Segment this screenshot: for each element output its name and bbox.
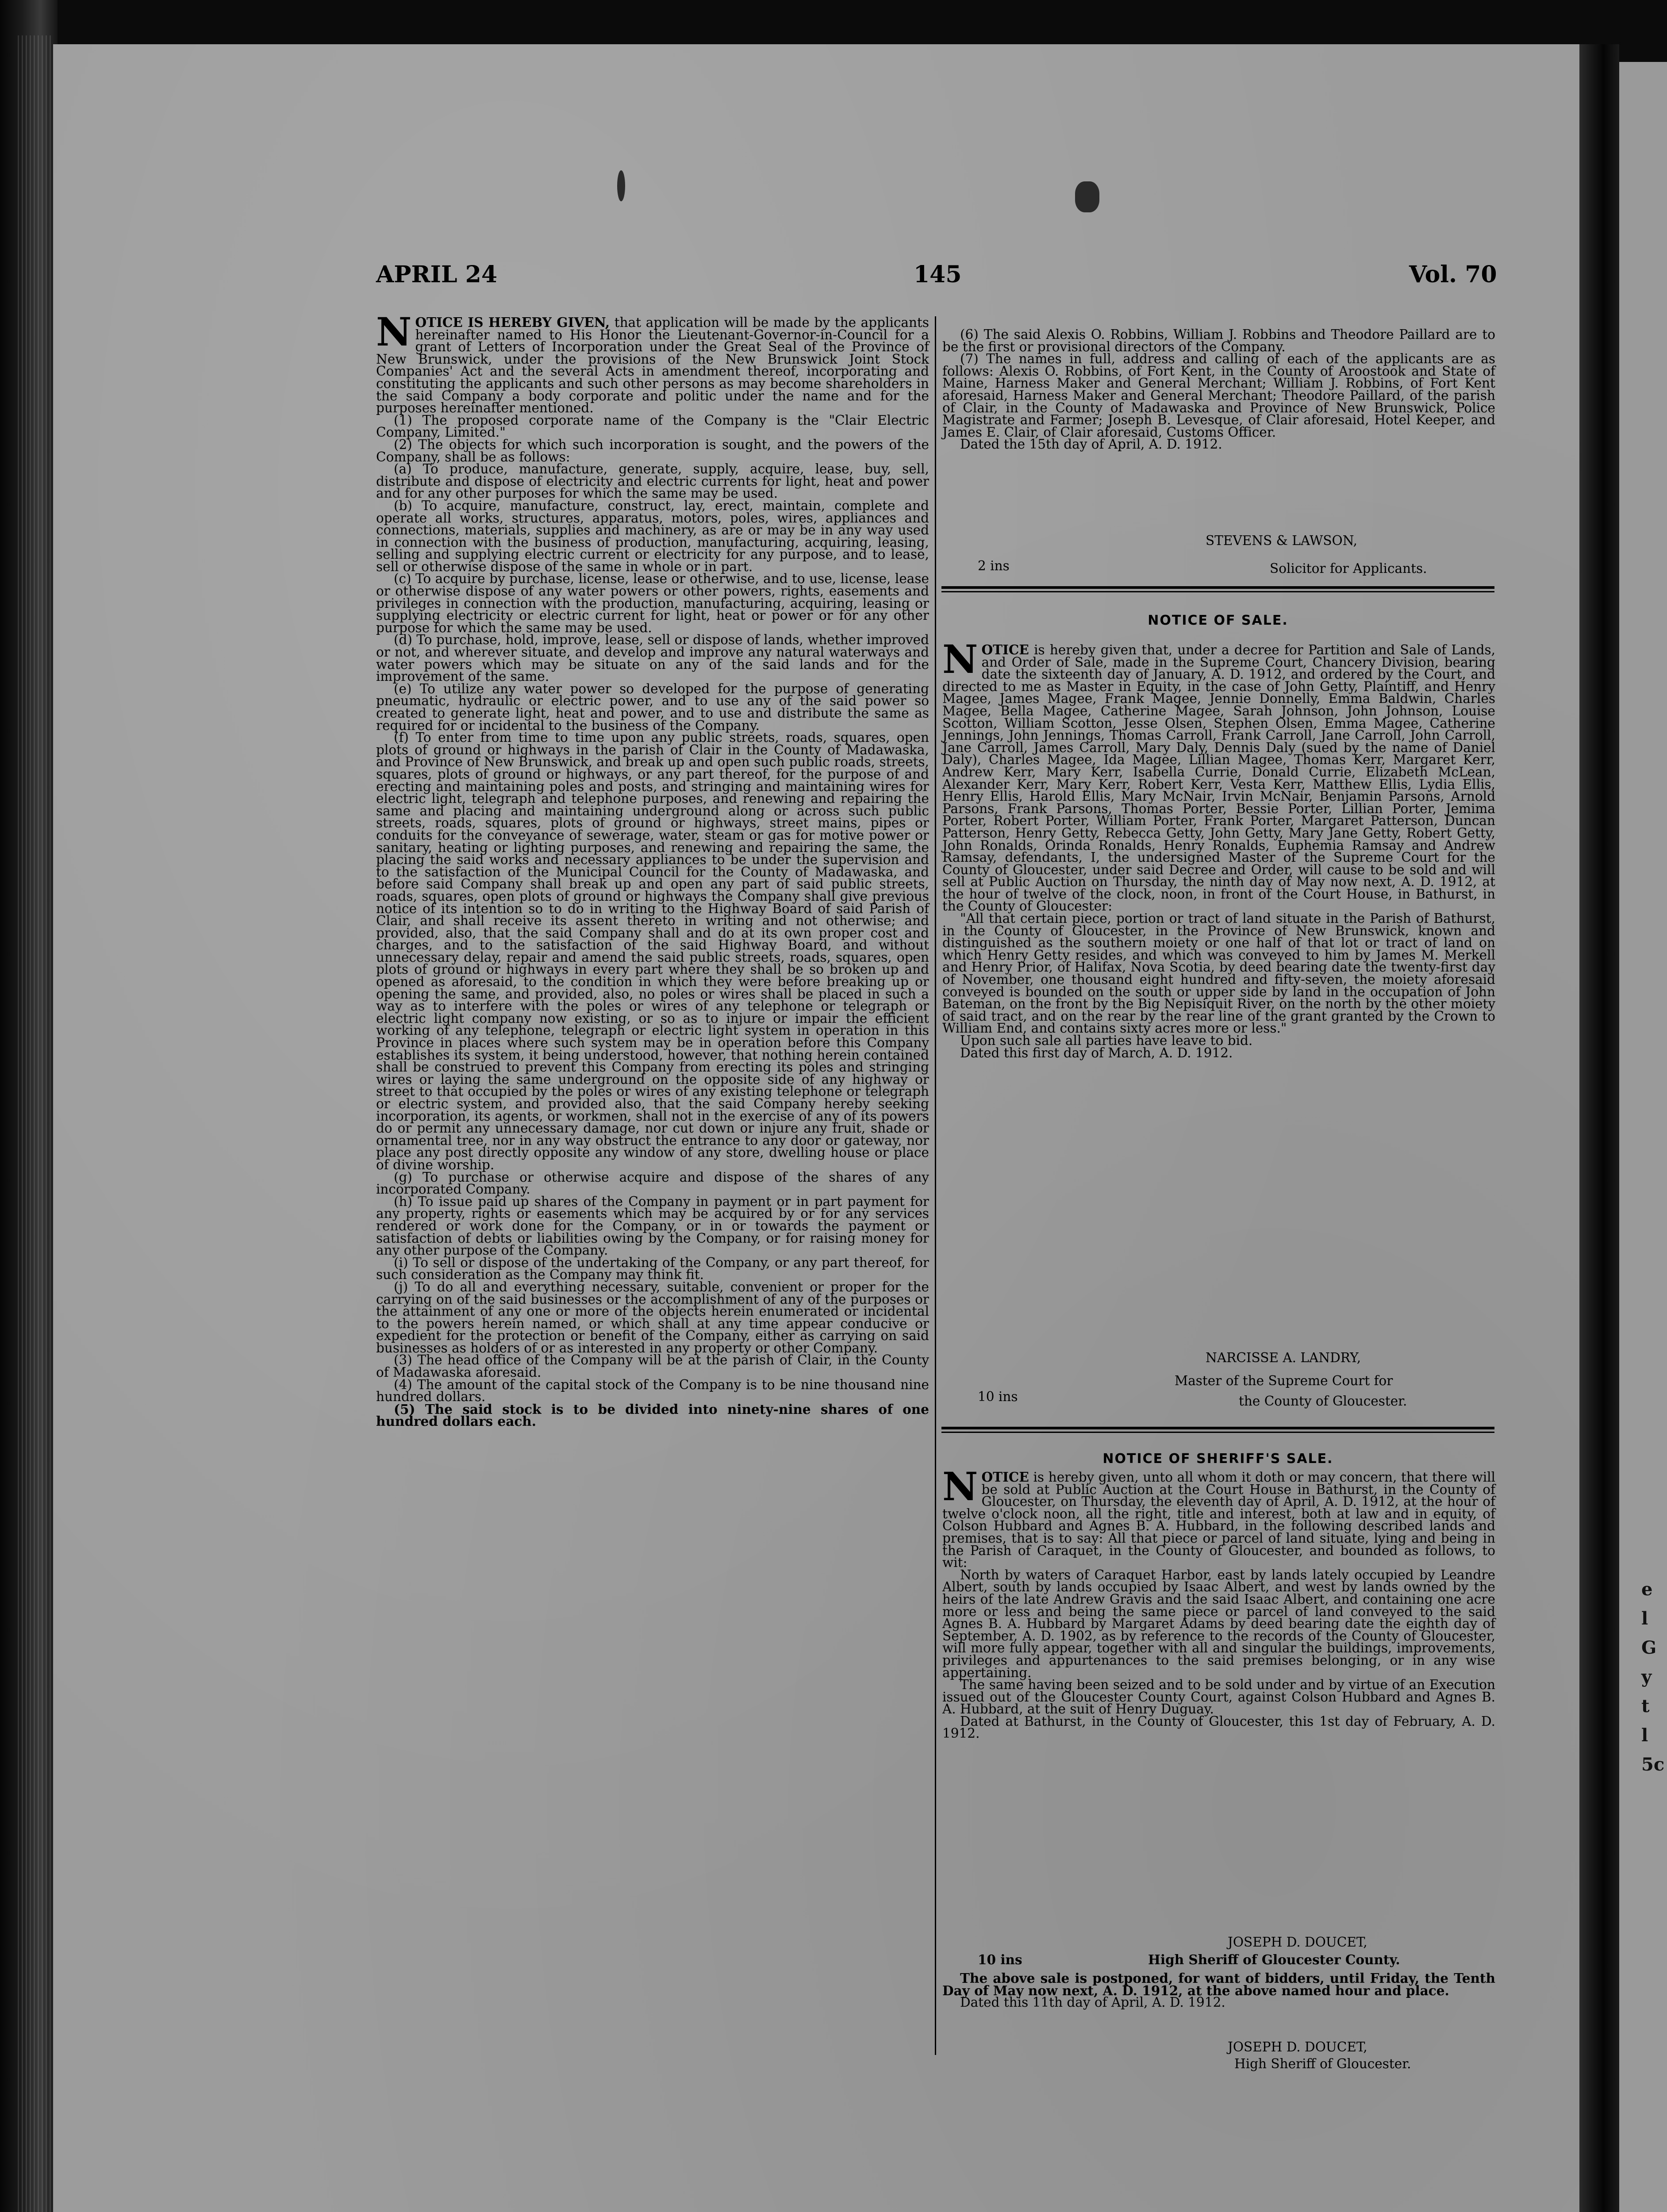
drop-cap: N <box>376 309 412 355</box>
clause-3: (3) The head office of the Company will be at the parish of Clair, in the County of Madawaska aforesaid. <box>376 1352 929 1380</box>
clause-i: (i) To sell or dispose of the undertaking of the Company, or any part thereof, for such consideration as the Company may think fit. <box>376 1255 929 1283</box>
clause-5: (5) The said stock is to be divided into ninety-nine shares of one hundred dollars each. <box>376 1401 929 1429</box>
issue-date: APRIL 24 <box>376 261 498 288</box>
clause-g: (g) To purchase or otherwise acquire and dispose of the shares of any incorporated Company. <box>376 1169 929 1197</box>
sheriff-body <box>942 1463 1495 1571</box>
notice-of-sale-title: NOTICE OF SALE. <box>1148 613 1288 628</box>
postponement-text: The above sale is postponed, for want of bidders, until Friday, the Tenth Day of May now next, A. D. 1912, at the above named hour and place. <box>942 1970 1495 1998</box>
sheriff-role-2: High Sheriff of Gloucester. <box>1234 2056 1411 2071</box>
sale-body-text: is hereby given that, under a decree for Partition and Sale of Lands, and Order of Sale, made in the Supreme Court, Chancery Division, bearing date the sixteenth day of January, A. D. 1912, and ordered by the Court, and directed to me as Master in Equity, in the case of John Getty, Plaintiff, and Henry Magee, James Magee, Frank Magee, Jennie Donnelly, Emma Baldwin, Charles Magee, Bella Magee, Catherine Magee, Sarah Johnson, John Johnson, Louise Scotton, William Scotton, Jesse Olsen, Stephen Olsen, Emma Magee, Catherine Jennings, John Jennings, Thomas Carroll, Frank Carroll, Jane Carroll, John Carroll, Jane Carroll, James Carroll, Mary Daly, Dennis Daly (sued by the name of Daniel Daly), Charles Magee, Ida Magee, Lillian Magee, Thomas Kerr, Margaret Kerr, Andrew Kerr, Mary Kerr, Isabella Currie, Donald Currie, Elizabeth McLean, Alexander Kerr, Mary Kerr, Robert Kerr, Vesta Kerr, Matthew Ellis, Lydia Ellis, Henry Ellis, Harold Ellis, Mary McNair, Irvin McNair, Benjamin Parsons, Arnold Parsons, Frank Parsons, Thomas Porter, Bessie Porter, Lillian Porter, Jemima Porter, Robert Porter, William Porter, Frank Porter, Margaret Patterson, Duncan Patterson, Henry Getty, Rebecca Getty, John Getty, Mary Jane Getty, Robert Getty, John Ronalds, Orinda Ronalds, Henry Ronalds, Euphemia Ramsay and Andrew Ramsay, defendants, I, the undersigned Master of the Supreme Court for the County of Gloucester, under said Decree and Order, will cause to be sold and will sell at Public Auction on Thursday, the ninth day of May now next, A. D. 1912, at the hour of twelve of the clock, noon, in front of the Court House, in Bathurst, in the County of Gloucester: <box>942 642 1495 914</box>
master-name: NARCISSE A. LANDRY, <box>1206 1350 1361 1365</box>
clause-e: (e) To utilize any water power so developed for the purpose of generating pneumatic, hydraulic or electric power, and to use any of the said power so created to generate light, heat and power, and to use and distribute the same as required for or incidental to the business of the Company. <box>376 681 929 733</box>
master-role-line1: Master of the Supreme Court for <box>1175 1373 1393 1388</box>
section-rule-thin <box>941 1432 1494 1433</box>
clause-f: (f) To enter from time to time upon any public streets, roads, squares, open plots of ground or highways in the parish of Clair in the County of Madawaska, and Province of New Brunswick, and break up and open such public roads, streets, squares, plots of ground or highways, or any part thereof, for the purpose of and erecting and maintaining poles and posts, and stringing and maintaining wires for electric light, telegraph and telephone purposes, and renewing and repairing the same and placing and maintaining underground along or across such public streets, roads, squares, plots of ground or highways, street mains, pipes or conduits for the conveyance of sewerage, water, steam or gas for motive power or sanitary, heating or lighting purposes, and renewing and repairing the same, the placing the said works and necessary appliances to be under the supervision and to the satisfaction of the Municipal Council for the County of Madawaska, and before said Company shall break up and open any part of said public streets, roads, squares, open plots of ground or highways the Company shall give previous notice of its intention so to do in writing to the Highway Board of said Parish of Clair, and shall receive its assent thereto in writing and not otherwise; and provided, also, that the said Company shall and do at its own proper cost and charges, and to the satisfaction of the said Highway Board, and without unnecessary delay, repair and amend the said public streets, roads, squares, open plots of ground or highways in every part where they shall be so broken up and opened as aforesaid, to the condition in which they were before breaking up or opening the same, and provided, also, no poles or wires shall be placed in such a way as to interfere with the poles or wires of any telephone or telegraph or electric light company now existing, or so as to injure or impair the efficient working of any telephone, telegraph or electric light system in operation in this Province in places where such system may be in operation before this Company establishes its system, it being understood, however, that nothing herein contained shall be construed to prevent this Company from erecting its poles and stringing wires or laying the same underground on the opposite side of any highway or street to that occupied by the poles or wires of any existing telephone or telegraph or electric system, and provided also, that the said Company hereby seeking incorporation, its agents, or workmen, shall not in the exercise of any of its powers do or permit any unnecessary damage, nor cut down or injure any fruit, shade or ornamental tree, nor in any way obstruct the entrance to any door or gateway, nor place any post directly opposite any window of any store, dwelling house or place of divine worship. <box>376 730 929 1172</box>
sheriff-sale-notice <box>942 1463 1495 1741</box>
sale-body <box>942 636 1495 914</box>
seizure-statement: The same having been seized and to be sold under and by virtue of an Execution issued out of the Gloucester County Court, against Colson Hubbard and Agnes B. A. Hubbard, at the suit of Henry Duguay. <box>942 1677 1495 1717</box>
master-role-line2: the County of Gloucester. <box>1239 1394 1407 1409</box>
bid-leave: Upon such sale all parties have leave to bid. <box>960 1033 1253 1048</box>
notice-lead: OTICE IS HEREBY GIVEN, <box>415 315 610 330</box>
sale-date: Dated this first day of March, A. D. 1912. <box>960 1045 1233 1060</box>
notice-intro-text: that application will be made by the applicants hereinafter named to His Honor the Lieutenant-Governor-in-Council for a grant of Letters of Incorporation under the Great Seal of the Province of New Brunswick, under the provisions of the New Brunswick Joint Stock Companies' Act and the several Acts in amendment thereof, incorporating and constituting the applicants and such other persons as may become shareholders in the said Company a body corporate and politic under the name and for the purposes hereinafter mentioned. <box>376 315 930 416</box>
clause-h: (h) To issue paid up shares of the Company in payment or in part payment for any property, rights or easements which may be acquired by or for any services rendered or work done for the Company, or in or towards the payment or satisfaction of debts or liabilities owing by the Company, or for raising money for any other purpose of the Company. <box>376 1194 929 1258</box>
section-rule-thin <box>941 591 1494 592</box>
clause-2: (2) The objects for which such incorporation is sought, and the powers of the Company, shall be as follows: <box>376 437 929 465</box>
drop-cap: N <box>942 1463 978 1509</box>
page-stack-edges <box>18 35 53 2212</box>
sheriff-lead: OTICE <box>981 1469 1029 1485</box>
drop-cap: N <box>942 636 978 682</box>
column-rule <box>935 316 936 2055</box>
sheriff-body-text: is hereby given, unto all whom it doth or may concern, that there will be sold at Public Auction at the Court House in Bathurst, in the County of Gloucester, on Thursday, the eleventh day of April, A. D. 1912, at the hour of twelve o'clock noon, all the right, title and interest, both at law and in equity, of Colson Hubbard and Agnes B. A. Hubbard, in the following described lands and premises, that is to say: All that piece or parcel of land situate, lying and being in the Parish of Caraquet, in the County of Gloucester, and bounded as follows, to wit: <box>942 1470 1495 1571</box>
sheriff-sale-title: NOTICE OF SHERIFF'S SALE. <box>1102 1451 1333 1467</box>
scan-blemish <box>617 170 625 201</box>
signer-role: Solicitor for Applicants. <box>1270 561 1427 576</box>
volume-number: Vol. 70 <box>1409 261 1497 288</box>
scan-blemish <box>1075 181 1099 212</box>
sale-lead: OTICE <box>981 642 1029 657</box>
clause-6: (6) The said Alexis O. Robbins, William J. Robbins and Theodore Paillard are to be the first or provisional directors of the Company. <box>942 327 1495 354</box>
clause-j: (j) To do all and everything necessary, suitable, convenient or proper for the carrying on of the said businesses or the accomplishment of any of the purposes or the attainment of any one or more of the objects herein enumerated or incidental to the powers herein named, or which shall at any time appear conducive or expedient for the protection or benefit of the Company, either as carrying on said businesses as holders of or as interested in any property or other Company. <box>376 1279 929 1356</box>
section-rule <box>941 1427 1494 1429</box>
insertion-count: 10 ins <box>978 1389 1018 1404</box>
signer-name: STEVENS & LAWSON, <box>1206 533 1358 548</box>
clause-4: (4) The amount of the capital stock of the Company is to be nine thousand nine hundred dollars. <box>376 1377 929 1405</box>
notice-of-sale <box>942 636 1495 1060</box>
insertion-count: 2 ins <box>978 558 1010 573</box>
incorporation-notice <box>376 309 930 1429</box>
postponement-date: Dated this 11th day of April, A. D. 1912. <box>960 1995 1225 2010</box>
clause-a: (a) To produce, manufacture, generate, supply, acquire, lease, buy, sell, distribute and dispose of electricity and electric currents for light, heat and power and for any other purposes for which the same may be used. <box>376 461 929 501</box>
land-bounds: North by waters of Caraquet Harbor, east by lands lately occupied by Leandre Albert, south by lands occupied by Isaac Albert, and west by lands owned by the heirs of the late Andrew Gravis and the said Isaac Albert, and containing one acre more or less and being the same piece or parcel of land conveyed to the said Agnes B. A. Hubbard by Margaret Adams by deed bearing date the eighth day of September, A. D. 1902, as by reference to the records of the County of Gloucester, will more fully appear, together with all and singular the buildings, improvements, privileges and appurtenances to the said premises belonging, or in any wise appertaining. <box>942 1567 1495 1680</box>
postponement-notice <box>942 1972 1495 2009</box>
sheriff-role: High Sheriff of Gloucester County. <box>1148 1952 1400 1967</box>
notice-intro <box>376 309 930 416</box>
sheriff-name: JOSEPH D. DOUCET, <box>1228 1935 1367 1950</box>
insertion-count: 10 ins <box>978 1952 1022 1967</box>
clause-d: (d) To purchase, hold, improve, lease, sell or dispose of lands, whether improved or not, and wherever situate, and develop and improve any natural waterways and water powers which may be situate on any of the said lands and for the improvement of the same. <box>376 632 929 684</box>
clause-7: (7) The names in full, address and calling of each of the applicants are as follows: Alexis O. Robbins, of Fort Kent, in the County of Aroostook and State of Maine, Harness Maker and General Merchant; William J. Robbins, of Fort Kent aforesaid, Harness Maker and General Merchant; Theodore Paillard, of the parish of Clair, in the County of Madawaska and Province of New Brunswick, Police Magistrate and Farmer; Joseph B. Levesque, of Clair aforesaid, Hotel Keeper, and James E. Clair, of Clair aforesaid, Customs Officer. <box>942 351 1495 440</box>
section-rule <box>941 586 1494 589</box>
notice-date: Dated the 15th day of April, A. D. 1912. <box>960 437 1222 452</box>
incorporation-notice-continued <box>942 329 1495 451</box>
property-description: "All that certain piece, portion or tract of land situate in the Parish of Bathurst, in the County of Gloucester, in the Province of New Brunswick, known and distinguished as the southern moiety or one half of that lot or tract of land on which Henry Getty resides, and which was conveyed to him by James M. Merkell and Henry Prior, of Halifax, Nova Scotia, by deed bearing date the twenty-first day of November, one thousand eight hundred and fifty-seven, the moiety aforesaid conveyed is bounded on the south or upper side by land in the occupation of John Bateman, on the front by the Big Nepisiquit River, on the north by the other moiety of said tract, and on the rear by the rear line of the grant granted by the Crown to William End, and contains sixty acres more or less." <box>942 911 1495 1036</box>
clause-1: (1) The proposed corporate name of the Company is the "Clair Electric Company, Limited." <box>376 412 929 440</box>
facing-page-letters: e l G y t l 5c <box>1641 1579 1665 1775</box>
clause-b: (b) To acquire, manufacture, construct, lay, erect, maintain, complete and operate all works, structures, apparatus, motors, poles, wires, appliances and connections, materials, supplies and machinery, as are or may be in any way used in connection with the business of production, manufacturing, acquiring, leasing, selling and supplying electric current or electricity for any purpose, and to lease, sell or otherwise dispose of the same in whole or in part. <box>376 498 929 574</box>
sheriff-date: Dated at Bathurst, in the County of Gloucester, this 1st day of February, A. D. 1912. <box>942 1713 1495 1741</box>
sheriff-name-2: JOSEPH D. DOUCET, <box>1228 2039 1367 2055</box>
clause-c: (c) To acquire by purchase, license, lease or otherwise, and to use, license, lease or otherwise dispose of any water powers or other powers, rights, easements and privileges in connection with the production, manufacturing, acquiring, leasing or supplying electricity or electric current for light, heat or power or for any other purpose for which the same may be used. <box>376 571 929 635</box>
page-number: 145 <box>914 261 962 288</box>
facing-page-gutter <box>1579 44 1619 2212</box>
